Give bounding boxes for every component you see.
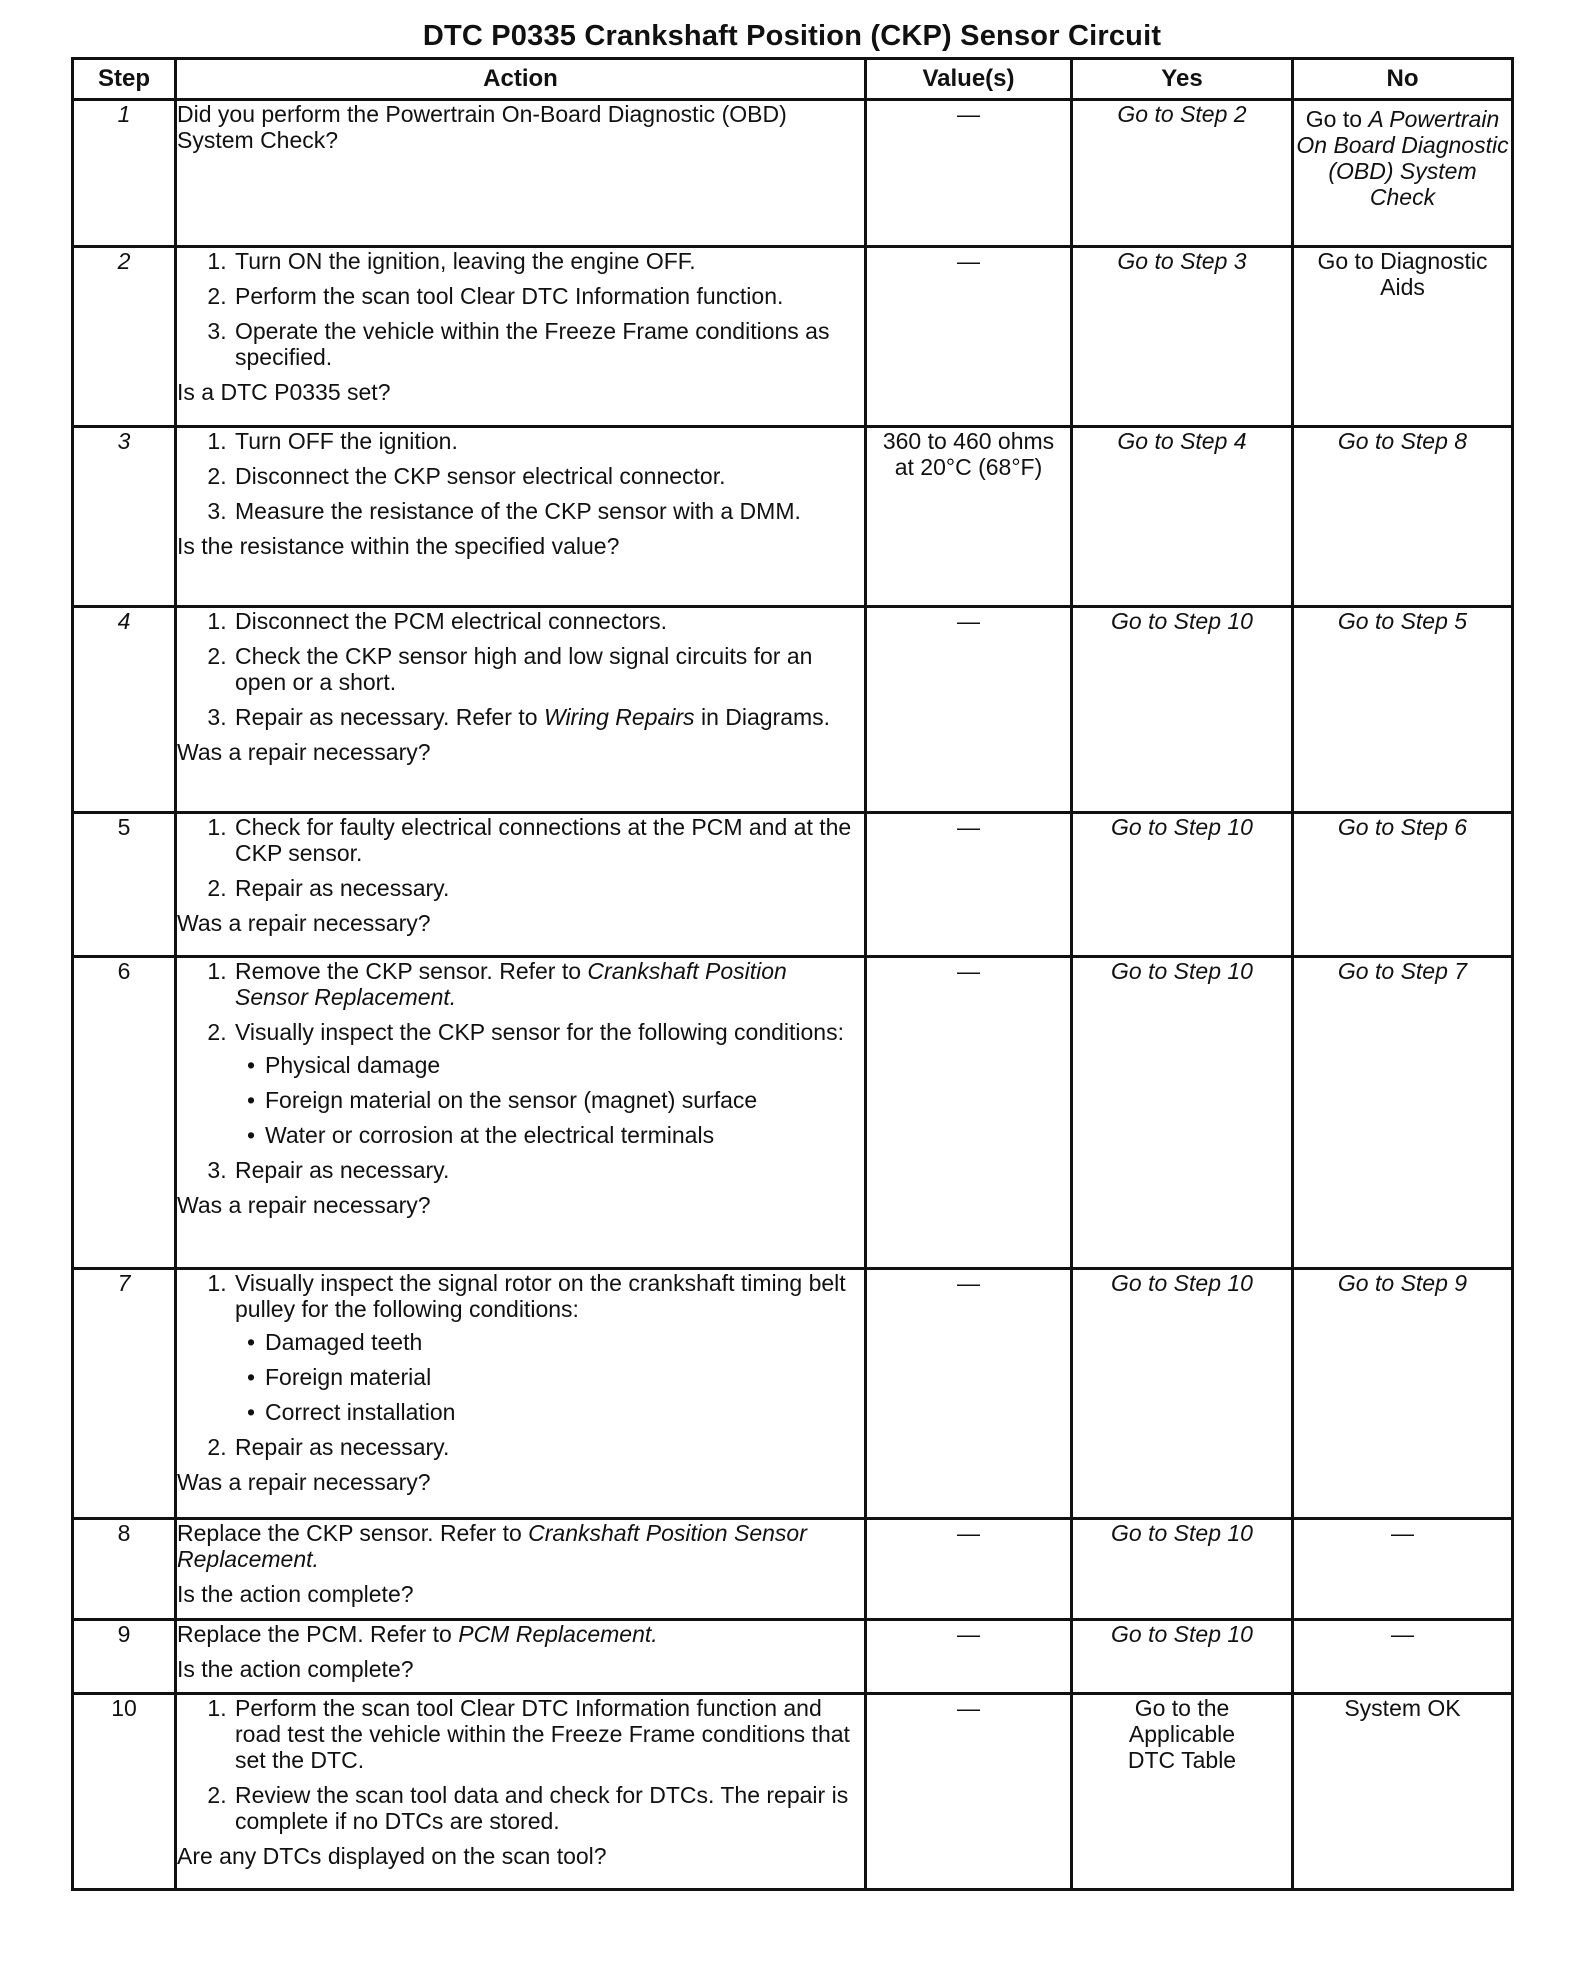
action-steps bbox=[177, 1695, 864, 1834]
question-text: Is the action complete? bbox=[177, 1581, 414, 1607]
question-text: Is the resistance within the specified value? bbox=[177, 533, 620, 559]
value-condition: at 20°C (68°F) bbox=[894, 454, 1043, 480]
diagnostic-table bbox=[71, 57, 1514, 1891]
table-row bbox=[73, 1519, 1513, 1620]
list-item: • Foreign material bbox=[265, 1364, 864, 1390]
question-text: Is a DTC P0335 set? bbox=[177, 379, 391, 405]
action-step: 3. Operate the vehicle within the Freeze Frame conditions as specified. bbox=[233, 318, 864, 370]
action-text: Repair as necessary. Refer to bbox=[235, 704, 538, 730]
action-steps bbox=[177, 814, 864, 901]
action-text: Replace the CKP sensor. Refer to bbox=[177, 1520, 522, 1546]
action-step: 1. Disconnect the PCM electrical connectors. bbox=[233, 608, 864, 634]
question-text: Is the action complete? bbox=[177, 1656, 414, 1682]
action-text: in bbox=[700, 704, 719, 730]
action-steps bbox=[177, 1270, 864, 1460]
action-step: 1. Perform the scan tool Clear DTC Information function and road test the vehicle within the Freeze Frame conditions that set the DTC. bbox=[233, 1695, 864, 1773]
value-cell: — bbox=[866, 813, 1072, 957]
action-cell bbox=[176, 427, 866, 607]
value-cell: — bbox=[866, 1269, 1072, 1519]
reference-link[interactable]: PCM Replacement. bbox=[458, 1621, 658, 1647]
value-cell: — bbox=[866, 957, 1072, 1269]
value-cell: — bbox=[866, 1519, 1072, 1620]
header-values: Value(s) bbox=[866, 59, 1072, 100]
question-text: Was a repair necessary? bbox=[177, 1192, 431, 1218]
step-number: 8 bbox=[73, 1519, 176, 1620]
action-step: 2. Disconnect the CKP sensor electrical connector. bbox=[233, 463, 864, 489]
value-cell: — bbox=[866, 1694, 1072, 1890]
action-text bbox=[177, 1520, 864, 1572]
condition-list bbox=[235, 1329, 864, 1425]
action-step: 1. Turn OFF the ignition. bbox=[233, 428, 864, 454]
action-text bbox=[177, 1621, 864, 1647]
table-row bbox=[73, 813, 1513, 957]
yes-cell: Go to Step 3 bbox=[1072, 247, 1293, 427]
action-step: 3. Measure the resistance of the CKP sensor with a DMM. bbox=[233, 498, 864, 524]
step-number: 5 bbox=[73, 813, 176, 957]
yes-cell: Go to Step 10 bbox=[1072, 607, 1293, 813]
step-number: 6 bbox=[73, 957, 176, 1269]
no-cell bbox=[1293, 100, 1513, 247]
step-number: 4 bbox=[73, 607, 176, 813]
value-cell: — bbox=[866, 100, 1072, 247]
table-row bbox=[73, 957, 1513, 1269]
yes-cell: Go to Step 10 bbox=[1072, 1519, 1293, 1620]
question-text: Was a repair necessary? bbox=[177, 739, 431, 765]
reference-link[interactable]: Crankshaft Position Sensor Replacement. bbox=[235, 958, 787, 1010]
action-step bbox=[233, 704, 864, 730]
step-number: 1 bbox=[73, 100, 176, 247]
no-cell: Go to Step 7 bbox=[1293, 957, 1513, 1269]
table-row bbox=[73, 607, 1513, 813]
table-row bbox=[73, 1269, 1513, 1519]
action-cell bbox=[176, 247, 866, 427]
action-cell bbox=[176, 813, 866, 957]
action-text: Replace the PCM. Refer to bbox=[177, 1621, 452, 1647]
no-cell: Go to Step 6 bbox=[1293, 813, 1513, 957]
action-step: 1. Turn ON the ignition, leaving the engine OFF. bbox=[233, 248, 864, 274]
step-number: 10 bbox=[73, 1694, 176, 1890]
header-no: No bbox=[1293, 59, 1513, 100]
action-text: Visually inspect the signal rotor on the crankshaft timing belt pulley for the following conditions: bbox=[235, 1270, 846, 1322]
value-cell bbox=[866, 427, 1072, 607]
reference-link[interactable]: Wiring Repairs bbox=[543, 704, 695, 730]
no-cell: System OK bbox=[1293, 1694, 1513, 1890]
action-step: 1. Check for faulty electrical connections at the PCM and at the CKP sensor. bbox=[233, 814, 864, 866]
yes-cell: Go to the Applicable DTC Table bbox=[1072, 1694, 1293, 1890]
action-step: 2. Repair as necessary. bbox=[233, 875, 864, 901]
list-item: • Correct installation bbox=[265, 1399, 864, 1425]
yes-cell: Go to Step 10 bbox=[1072, 1269, 1293, 1519]
question-text: Was a repair necessary? bbox=[177, 910, 431, 936]
action-text: Visually inspect the CKP sensor for the following conditions: bbox=[235, 1019, 844, 1045]
action-step bbox=[233, 1270, 864, 1425]
header-row bbox=[73, 59, 1513, 100]
condition-list bbox=[235, 1052, 864, 1148]
action-text: Remove the CKP sensor. Refer to bbox=[235, 958, 582, 984]
yes-cell: Go to Step 10 bbox=[1072, 1620, 1293, 1694]
action-step: 2. Review the scan tool data and check for DTCs. The repair is complete if no DTCs are stored. bbox=[233, 1782, 864, 1834]
value-cell: — bbox=[866, 1620, 1072, 1694]
header-action: Action bbox=[176, 59, 866, 100]
list-item: • Physical damage bbox=[265, 1052, 864, 1078]
action-step: 2. Perform the scan tool Clear DTC Information function. bbox=[233, 283, 864, 309]
no-cell: — bbox=[1293, 1620, 1513, 1694]
step-number: 7 bbox=[73, 1269, 176, 1519]
action-step: 3. Repair as necessary. bbox=[233, 1157, 864, 1183]
no-cell: Go to Step 5 bbox=[1293, 607, 1513, 813]
yes-cell: Go to Step 4 bbox=[1072, 427, 1293, 607]
no-reference: A Powertrain On Board Diagnostic (OBD) System Check bbox=[1296, 106, 1509, 210]
no-cell: Go to Diagnostic Aids bbox=[1293, 247, 1513, 427]
value-cell: — bbox=[866, 607, 1072, 813]
step-number: 2 bbox=[73, 247, 176, 427]
list-item: • Damaged teeth bbox=[265, 1329, 864, 1355]
yes-cell: Go to Step 10 bbox=[1072, 957, 1293, 1269]
value-cell: — bbox=[866, 247, 1072, 427]
page-title: DTC P0335 Crankshaft Position (CKP) Sensor Circuit bbox=[422, 20, 1162, 52]
table-row bbox=[73, 100, 1513, 247]
table-row bbox=[73, 1620, 1513, 1694]
value-range: 360 to 460 ohms bbox=[882, 428, 1055, 454]
action-step bbox=[233, 958, 864, 1010]
action-steps bbox=[177, 958, 864, 1183]
table-row bbox=[73, 1694, 1513, 1890]
action-steps bbox=[177, 248, 864, 370]
action-cell bbox=[176, 1620, 866, 1694]
question-text: Was a repair necessary? bbox=[177, 1469, 431, 1495]
action-cell bbox=[176, 1519, 866, 1620]
no-cell: — bbox=[1293, 1519, 1513, 1620]
header-yes: Yes bbox=[1072, 59, 1293, 100]
action-cell bbox=[176, 1694, 866, 1890]
header-step: Step bbox=[73, 59, 176, 100]
action-cell bbox=[176, 957, 866, 1269]
list-item: • Foreign material on the sensor (magnet) surface bbox=[265, 1087, 864, 1113]
action-step: 2. Repair as necessary. bbox=[233, 1434, 864, 1460]
step-number: 3 bbox=[73, 427, 176, 607]
question-text: Are any DTCs displayed on the scan tool? bbox=[177, 1843, 607, 1869]
step-number: 9 bbox=[73, 1620, 176, 1694]
table-row bbox=[73, 427, 1513, 607]
table-row bbox=[73, 247, 1513, 427]
no-prefix: Go to bbox=[1305, 106, 1363, 132]
action-cell bbox=[176, 607, 866, 813]
action-step bbox=[233, 1019, 864, 1148]
action-cell bbox=[176, 100, 866, 247]
yes-cell: Go to Step 2 bbox=[1072, 100, 1293, 247]
no-cell: Go to Step 9 bbox=[1293, 1269, 1513, 1519]
action-steps bbox=[177, 428, 864, 524]
action-cell bbox=[176, 1269, 866, 1519]
action-steps bbox=[177, 608, 864, 730]
reference-link[interactable]: Crankshaft Position Sensor Replacement. bbox=[177, 1520, 807, 1572]
action-text: Diagrams. bbox=[725, 704, 831, 730]
yes-cell: Go to Step 10 bbox=[1072, 813, 1293, 957]
list-item: • Water or corrosion at the electrical terminals bbox=[265, 1122, 864, 1148]
action-step: 2. Check the CKP sensor high and low signal circuits for an open or a short. bbox=[233, 643, 864, 695]
no-cell: Go to Step 8 bbox=[1293, 427, 1513, 607]
question-text: Did you perform the Powertrain On-Board Diagnostic (OBD) System Check? bbox=[177, 101, 787, 153]
